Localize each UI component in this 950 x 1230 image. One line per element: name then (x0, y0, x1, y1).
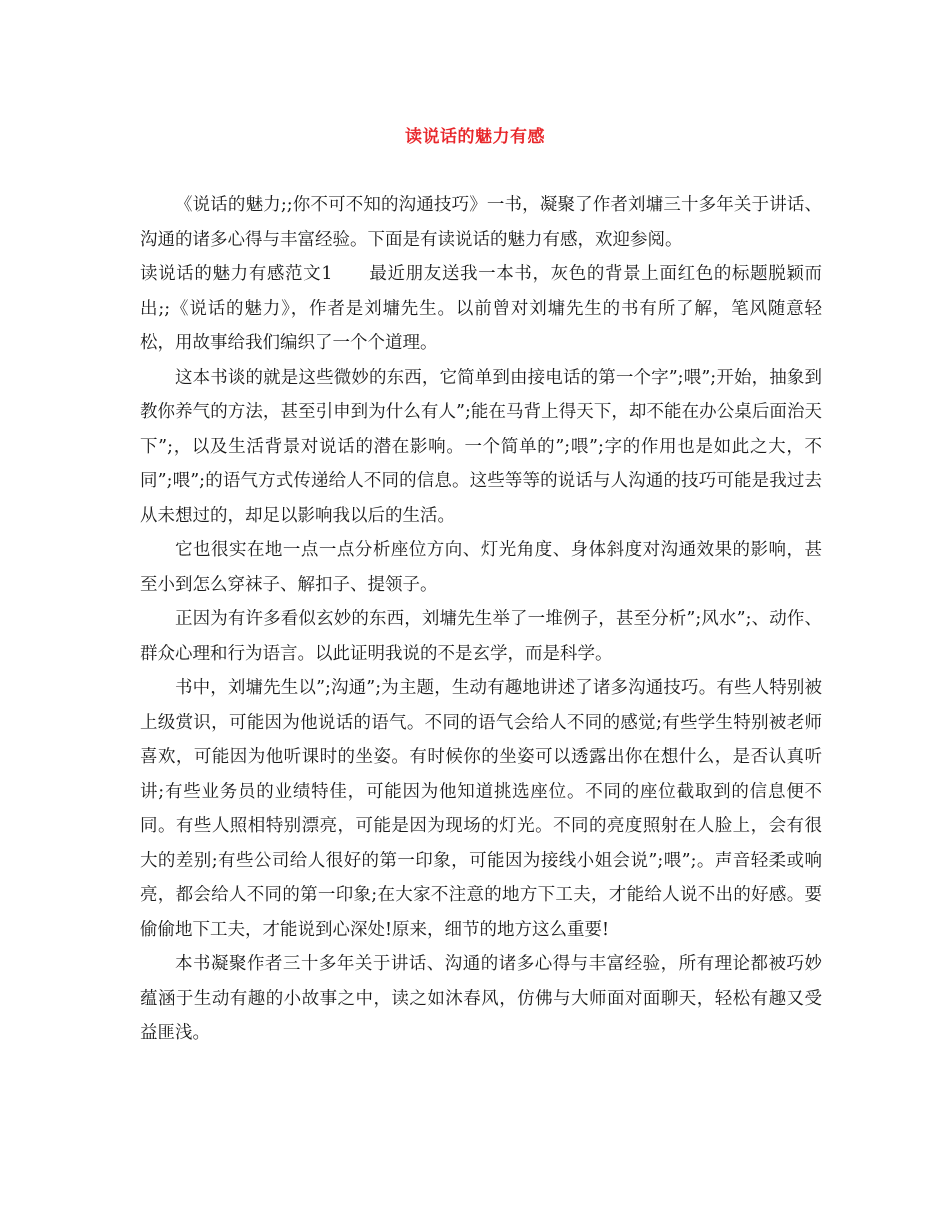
paragraph-sample-heading: 读说话的魅力有感范文1 最近朋友送我一本书，灰色的背景上面红色的标题脱颖而出;;《说话的魅力》，作者是刘墉先生。以前曾对刘墉先生的书有所了解，笔风随意轻松，用故事给我们编织了一个个道理。 (140, 264, 822, 353)
document-body (140, 188, 822, 1051)
paragraph: 本书凝聚作者三十多年关于讲话、沟通的诸多心得与丰富经验，所有理论都被巧妙蕴涵于生动有趣的小故事之中，读之如沐春风，仿佛与大师面对面聊天，轻松有趣又受益匪浅。 (140, 954, 822, 1043)
paragraph: 书中，刘墉先生以”;沟通”;为主题，生动有趣地讲述了诸多沟通技巧。有些人特别被上级赏识，可能因为他说话的语气。不同的语气会给人不同的感觉;有些学生特别被老师喜欢，可能因为他听课时的坐姿。有时候你的坐姿可以透露出你在想什么，是否认真听讲;有些业务员的业绩特佳，可能因为他知道挑选座位。不同的座位截取到的信息便不同。有些人照相特别漂亮，可能是因为现场的灯光。不同的亮度照射在人脸上，会有很大的差别;有些公司给人很好的第一印象，可能因为接线小姐会说”;喂”;。声音轻柔或响亮，都会给人不同的第一印象;在大家不注意的地方下工夫，才能给人说不出的好感。要偷偷地下工夫，才能说到心深处!原来，细节的地方这么重要! (140, 678, 822, 940)
document-title: 读说话的魅力有感 (405, 127, 545, 147)
paragraph: 它也很实在地一点一点分析座位方向、灯光角度、身体斜度对沟通效果的影响，甚至小到怎么穿袜子、解扣子、提领子。 (140, 540, 822, 595)
paragraph: 这本书谈的就是这些微妙的东西，它简单到由接电话的第一个字”;喂”;开始，抽象到教你养气的方法，甚至引申到为什么有人”;能在马背上得天下，却不能在办公桌后面治天下”;，以及生活背景对说话的潜在影响。一个简单的”;喂”;字的作用也是如此之大，不同”;喂”;的语气方式传递给人不同的信息。这些等等的说话与人沟通的技巧可能是我过去从未想过的，却足以影响我以后的生活。 (140, 367, 822, 526)
paragraph-intro: 《说话的魅力;;你不可不知的沟通技巧》一书，凝聚了作者刘墉三十多年关于讲话、沟通的诸多心得与丰富经验。下面是有读说话的魅力有感，欢迎参阅。 (140, 195, 822, 250)
paragraph: 正因为有许多看似玄妙的东西，刘墉先生举了一堆例子，甚至分析”;风水”;、动作、群众心理和行为语言。以此证明我说的不是玄学，而是科学。 (140, 609, 822, 664)
